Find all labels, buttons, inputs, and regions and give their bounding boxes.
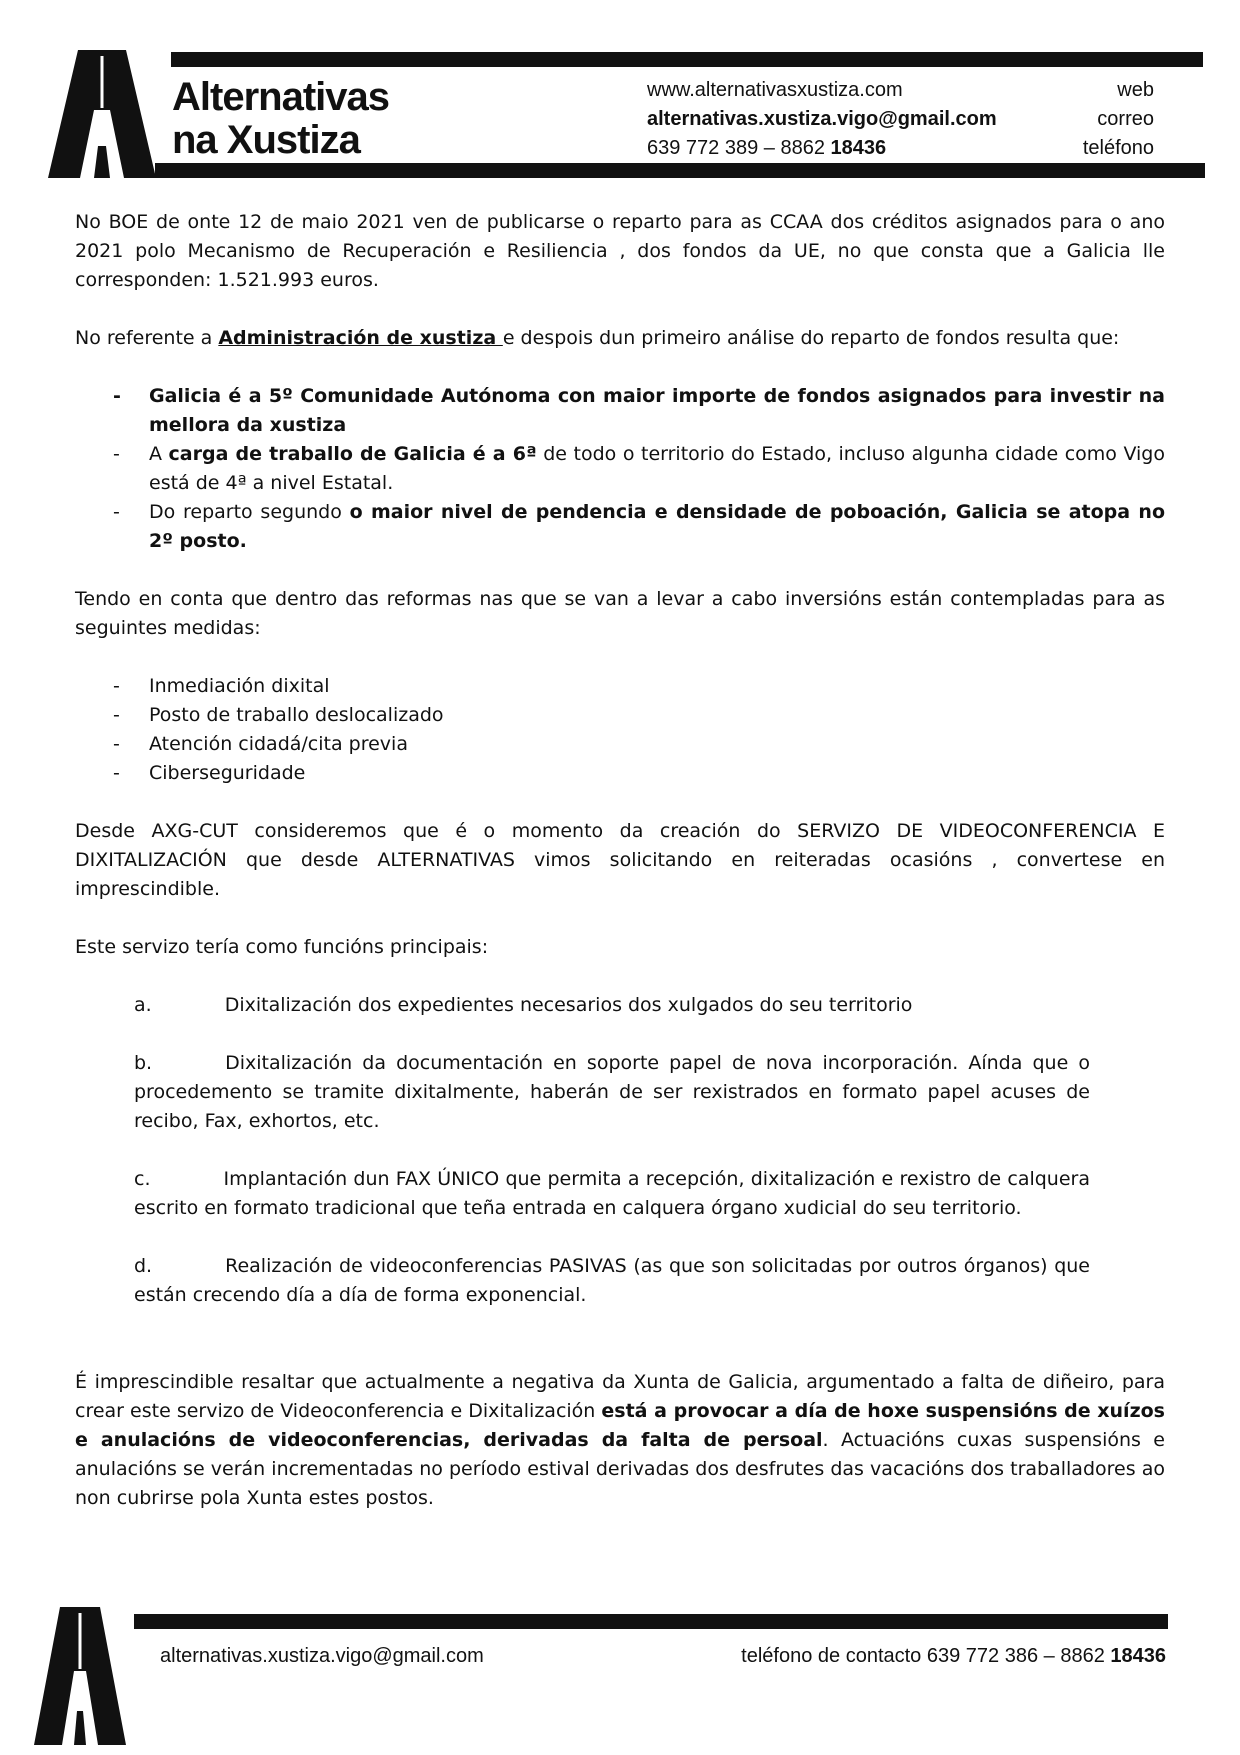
logo-notch — [74, 1711, 86, 1745]
measure-text: Inmediación dixital — [149, 675, 330, 697]
phone-suffix: 18436 — [830, 137, 887, 159]
brand-line-2: na Xustiza — [172, 118, 360, 162]
measure-item — [75, 730, 1165, 759]
item-text: Realización de videoconferencias PASIVAS (as que son solicitadas por outros órganos) que están crecendo día a día de forma exponencial. — [134, 1255, 1090, 1306]
function-item — [134, 1165, 1090, 1223]
bullet-bold: o maior nivel de pendencia e densidade de poboación, Galicia se atopa no 2º posto. — [149, 501, 1165, 552]
paragraph-functions-intro: Este servizo tería como funcións principais: — [75, 936, 489, 958]
phone-numbers — [647, 134, 997, 163]
item-letter: b. — [134, 1052, 153, 1074]
bullet-dash: - — [113, 733, 120, 755]
item-text: Implantación dun FAX ÚNICO que permita a recepción, dixitalización e rexistro de calquera escrito en formato tradicional que teña entrada en calquera órgano xudicial do seu territorio. — [134, 1168, 1090, 1219]
measure-text: Ciberseguridade — [149, 762, 306, 784]
measure-text: Posto de traballo deslocalizado — [149, 704, 444, 726]
administration-link: Administración de xustiza — [218, 327, 503, 349]
footer-logo — [34, 1607, 126, 1745]
paragraph-conclusion — [75, 1368, 1165, 1513]
web-label: web — [1117, 79, 1154, 101]
bullet-item — [75, 382, 1165, 440]
bullet-dash: - — [113, 501, 120, 523]
measure-text: Atención cidadá/cita previa — [149, 733, 408, 755]
bullet-text: Galicia é a 5º Comunidade Autónoma con maior importe de fondos asignados para investir na mellora da xustiza — [149, 385, 1165, 436]
phone-prefix: 639 772 389 – 8862 — [647, 137, 831, 159]
header-rule-top — [171, 52, 1203, 67]
paragraph-boe: No BOE de onte 12 de maio 2021 ven de publicarse o reparto para as CCAA dos créditos asignados para o ano 2021 polo Mecanismo de Recuperación e Resiliencia , dos fondos da UE, no que consta que a Galicia lle corresponden: 1.521.993 euros. — [75, 211, 1165, 291]
footer-phone-prefix: teléfono de contacto 639 772 386 – 8862 — [741, 1645, 1111, 1667]
paragraph-bold: está a provocar a día de hoxe suspensións de xuízos e anulacións de videoconferencias, derivadas da falta de persoal — [75, 1400, 1165, 1451]
measure-item — [75, 672, 1165, 701]
document-body — [75, 208, 1165, 1513]
bullet-text: Do reparto segundo — [149, 501, 350, 523]
bullet-dash: - — [113, 762, 120, 784]
web-address[interactable]: www.alternativasxustiza.com — [647, 79, 903, 101]
bullet-dash: - — [113, 675, 120, 697]
bullet-dash: - — [113, 443, 120, 465]
email-label: correo — [1097, 108, 1154, 130]
footer-email[interactable]: alternativas.xustiza.vigo@gmail.com — [160, 1645, 484, 1667]
header-rule-bottom — [155, 163, 1205, 178]
phone-label: teléfono — [1082, 137, 1154, 159]
bullet-text: de todo o territorio do Estado, incluso algunha cidade como Vigo está de 4ª a nivel Estatal. — [149, 443, 1165, 494]
contact-block — [647, 76, 997, 163]
logo-notch — [94, 146, 110, 178]
item-letter: c. — [134, 1168, 151, 1190]
paragraph-text: No referente a — [75, 327, 219, 349]
paragraph-text: É imprescindible resaltar que actualmente a negativa da Xunta de Galicia, argumentado a falta de diñeiro, para crear este servizo de Videoconferencia e Dixitalización — [75, 1371, 1165, 1422]
bullet-bold: carga de traballo de Galicia é a 6ª — [168, 443, 537, 465]
brand-name — [172, 76, 389, 162]
footer-phone — [741, 1645, 1166, 1668]
paragraph-text: e despois dun primeiro análise do reparto de fondos resulta que: — [502, 327, 1120, 349]
brand-line-1: Alternativas — [172, 75, 389, 119]
function-item — [134, 991, 1090, 1020]
measure-item — [75, 759, 1165, 788]
item-text: Dixitalización dos expedientes necesarios dos xulgados do seu territorio — [224, 994, 913, 1016]
item-letter: a. — [134, 994, 152, 1016]
item-text: Dixitalización da documentación en soporte papel de nova incorporación. Aínda que o procedemento se tramite dixitalmente, haberán de ser rexistrados en formato papel acuses de recibo, Fax, exhortos, etc. — [134, 1052, 1090, 1132]
bullet-item — [75, 498, 1165, 556]
measure-item — [75, 701, 1165, 730]
paragraph-text: . Actuacións cuxas suspensións e anulacións se verán incrementadas no período estival derivadas dos desfrutes das vacacións dos traballadores ao non cubrirse pola Xunta estes postos. — [75, 1429, 1165, 1509]
footer-rule — [134, 1614, 1168, 1629]
bullet-item — [75, 440, 1165, 498]
function-item — [134, 1049, 1090, 1136]
organization-logo — [48, 50, 156, 178]
bullet-dash: - — [113, 704, 120, 726]
contact-labels — [1083, 76, 1154, 163]
paragraph-administration — [75, 324, 1165, 353]
function-item — [134, 1252, 1090, 1310]
paragraph-axg-cut: Desde AXG-CUT consideremos que é o momento da creación do SERVIZO DE VIDEOCONFERENCIA E DIXITALIZACIÓN que desde ALTERNATIVAS vimos solicitando en reiteradas ocasións , convertese en imprescindible. — [75, 820, 1165, 900]
bullet-dash: - — [113, 385, 121, 407]
bullet-text: A — [149, 443, 169, 465]
footer-phone-suffix: 18436 — [1110, 1645, 1166, 1667]
email-address[interactable]: alternativas.xustiza.vigo@gmail.com — [647, 108, 997, 130]
paragraph-reforms: Tendo en conta que dentro das reformas nas que se van a levar a cabo inversións están contempladas para as seguintes medidas: — [75, 588, 1165, 639]
item-letter: d. — [134, 1255, 153, 1277]
